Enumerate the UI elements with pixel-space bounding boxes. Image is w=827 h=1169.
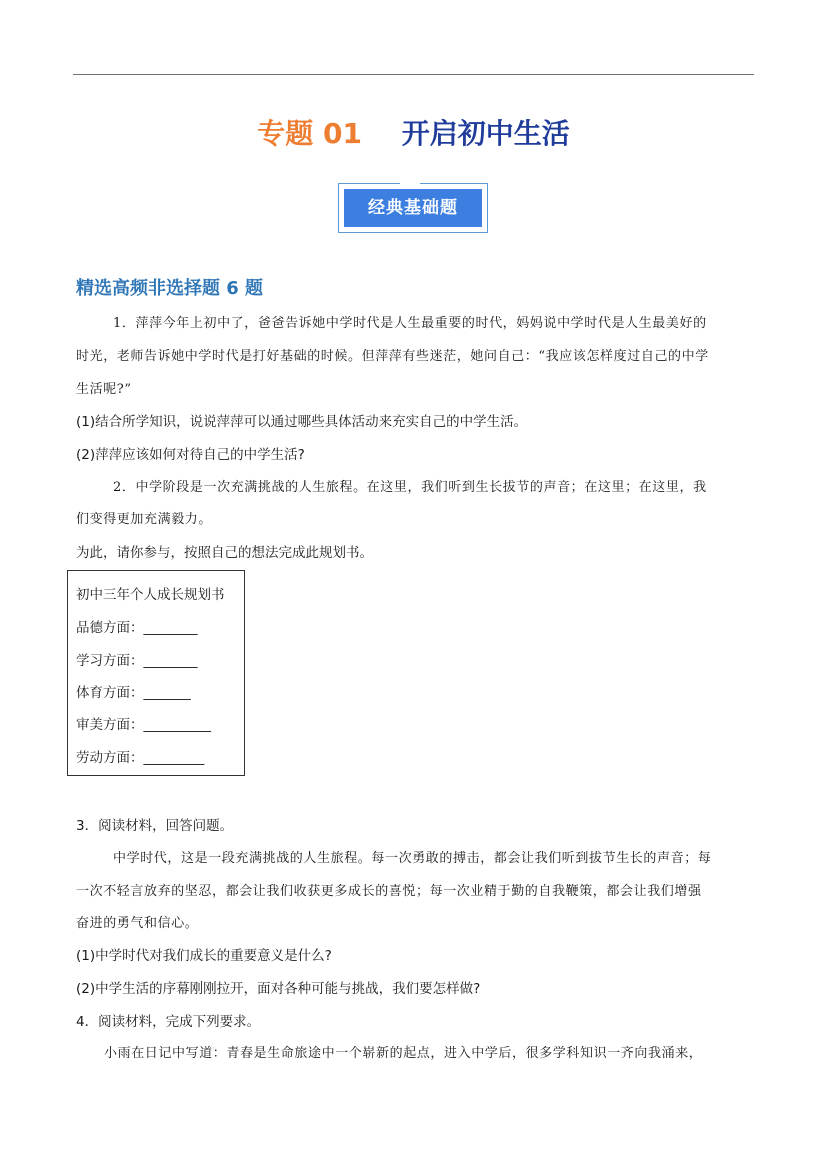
badge-tick xyxy=(400,229,420,232)
plan-item-aesthetics: 审美方面：__________ xyxy=(76,717,211,733)
difficulty-badge xyxy=(338,183,490,235)
q3-material-line3: 奋进的勇气和信心。 xyxy=(76,916,199,931)
plan-item-labor: 劳动方面：_________ xyxy=(76,750,205,766)
badge-tick xyxy=(400,181,420,184)
q3-subquestion-1: (1)中学时代对我们成长的重要意义是什么? xyxy=(76,948,332,964)
q1-stem-line1: 1．萍萍今年上初中了，爸爸告诉她中学时代是人生最重要的时代，妈妈说中学时代是人生最美好的 xyxy=(113,316,707,331)
q1-stem-line2: 时光，老师告诉她中学时代是打好基础的时候。但萍萍有些迷茫，她问自己：“我应该怎样度过自己的中学 xyxy=(76,349,709,364)
badge-label: 经典基础题 xyxy=(344,189,482,227)
q1-subquestion-2: (2)萍萍应该如何对待自己的中学生活? xyxy=(76,447,305,463)
title-name: 开启初中生活 xyxy=(401,117,570,150)
plan-title: 初中三年个人成长规划书 xyxy=(76,587,225,603)
q3-material-line1: 中学时代，这是一段充满挑战的人生旅程。每一次勇敢的搏击，都会让我们听到拔节生长的声音；每 xyxy=(113,851,712,866)
page-title xyxy=(0,112,827,152)
q4-material-line1: 小雨在日记中写道：青春是生命旅途中一个崭新的起点，进入中学后，很多学科知识一齐向我涌来， xyxy=(104,1046,703,1061)
q3-subquestion-2: (2)中学生活的序幕刚刚拉开，面对各种可能与挑战，我们要怎样做? xyxy=(76,981,481,997)
header-rule xyxy=(73,74,754,75)
q1-subquestion-1: (1)结合所学知识，说说萍萍可以通过哪些具体活动来充实自己的中学生活。 xyxy=(76,414,528,430)
plan-item-moral: 品德方面：________ xyxy=(76,620,198,636)
growth-plan-box xyxy=(67,570,245,776)
q3-material-line2: 一次不轻言放弃的坚忍，都会让我们收获更多成长的喜悦；每一次业精于勤的自我鞭策，都会让我们增强 xyxy=(76,884,702,899)
q2-stem-line2: 们变得更加充满毅力。 xyxy=(76,512,213,527)
section-heading: 精选高频非选择题 6 题 xyxy=(76,278,264,299)
q1-stem-line3: 生活呢?” xyxy=(76,382,132,397)
q4-header: 4．阅读材料，完成下列要求。 xyxy=(76,1014,261,1030)
q2-stem-line1: 2．中学阶段是一次充满挑战的人生旅程。在这里，我们听到生长拔节的声音；在这里；在这里，我 xyxy=(113,480,707,495)
title-number: 专题 01 xyxy=(257,117,362,150)
q3-header: 3．阅读材料，回答问题。 xyxy=(76,818,234,834)
q2-instruction: 为此，请你参与，按照自己的想法完成此规划书。 xyxy=(76,545,373,561)
plan-item-study: 学习方面：________ xyxy=(76,653,198,669)
plan-item-sports: 体育方面：_______ xyxy=(76,685,191,701)
